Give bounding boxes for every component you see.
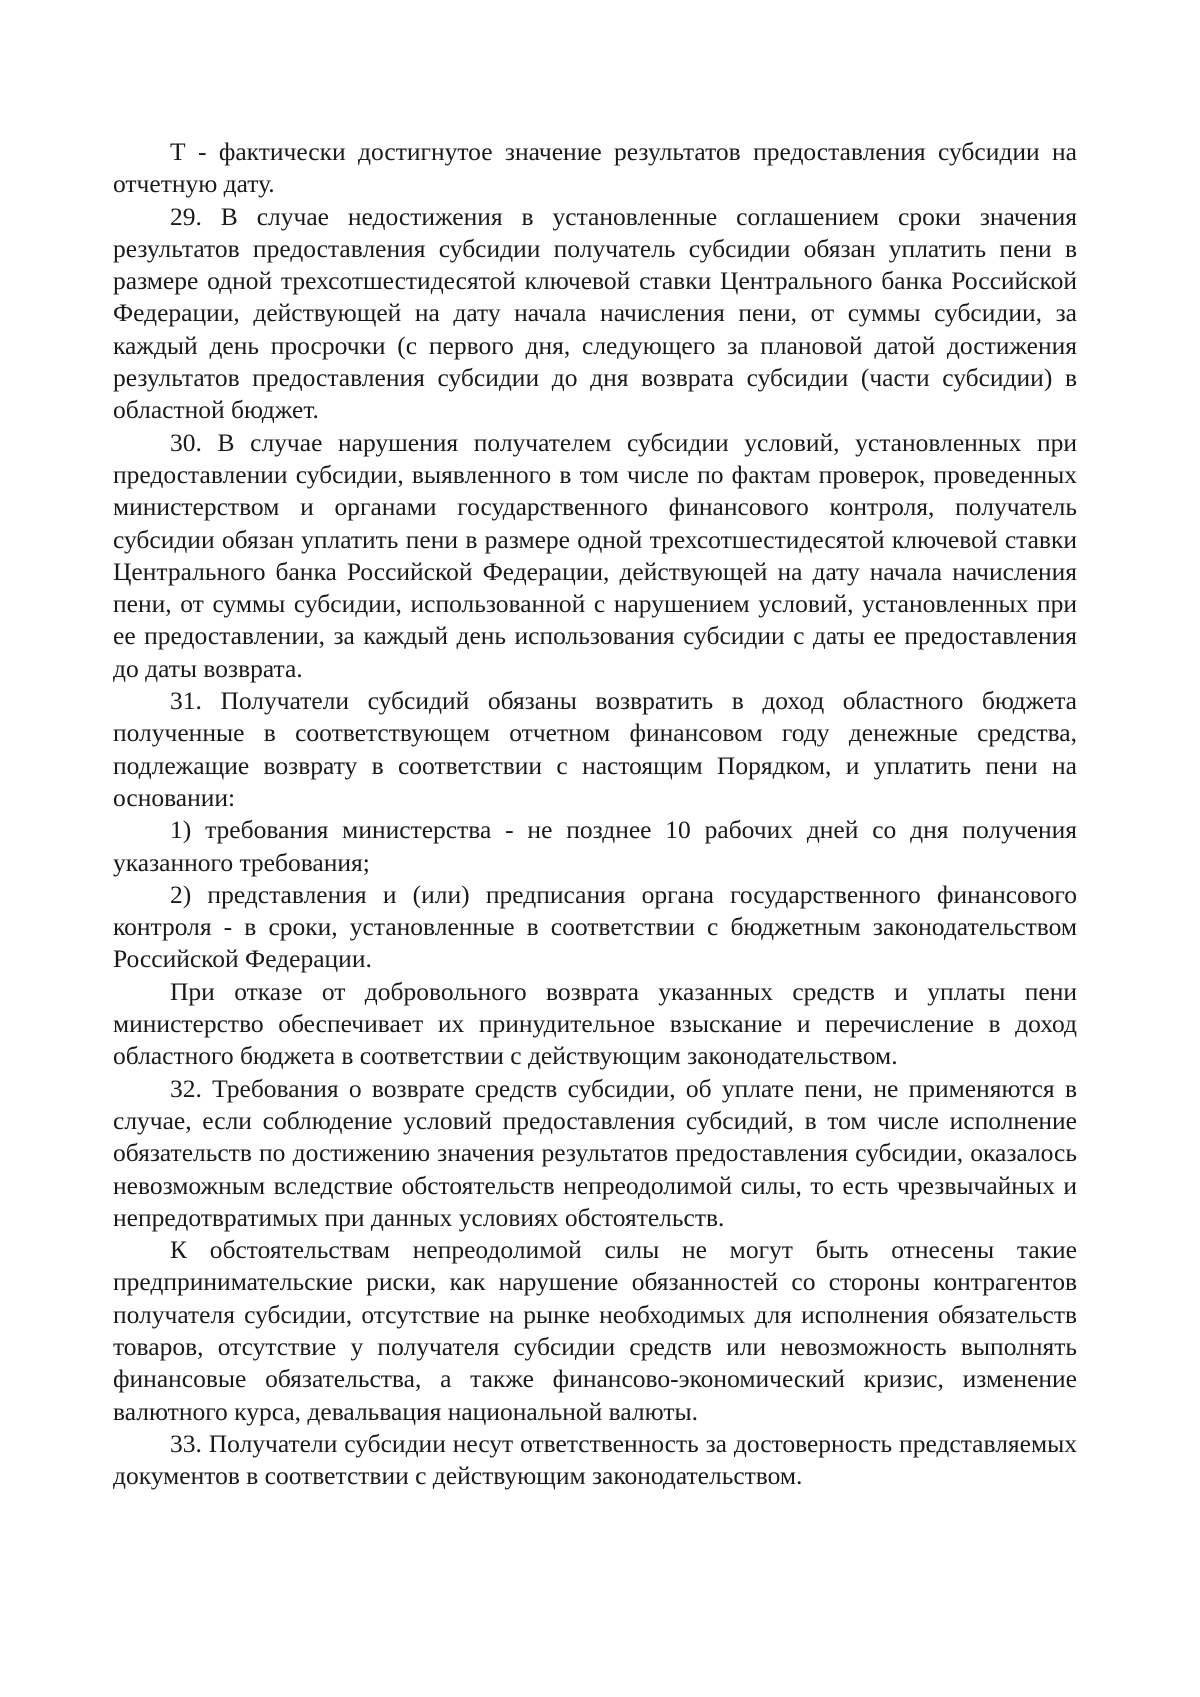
paragraph-30: 30. В случае нарушения получателем субсидии условий, установленных при предоставлении субсидии, выявленного в том числе по фактам проверок, проведенных министерством и органами государственного финансового контроля, получатель субсидии обязан уплатить пени в размере одной трехсотшестидесятой ключевой ставки Центрального банка Российской Федерации, действующей на дату начала начисления пени, от суммы субсидии, использованной с нарушением условий, установленных при ее предоставлении, за каждый день использования субсидии с даты ее предоставления до даты возврата.	[113, 427, 1077, 683]
paragraph-31-item-2: 2) представления и (или) предписания органа государственного финансового контроля - в сроки, установленные в соответствии с бюджетным законодательством Российской Федерации.	[113, 879, 1077, 974]
paragraph-32: 32. Требования о возврате средств субсидии, об уплате пени, не применяются в случае, если соблюдение условий предоставления субсидий, в том числе исполнение обязательств по достижению значения результатов предоставления субсидии, оказалось невозможным вследствие обстоятельств непреодолимой силы, то есть чрезвычайных и непредотвратимых при данных условиях обстоятельств.	[113, 1073, 1077, 1232]
paragraph-refusal: При отказе от добровольного возврата указанных средств и уплаты пени министерство обеспечивает их принудительное взыскание и перечисление в доход областного бюджета в соответствии с действующим законодательством.	[113, 976, 1077, 1071]
document-body	[113, 136, 1077, 1492]
paragraph-31: 31. Получатели субсидий обязаны возвратить в доход областного бюджета полученные в соответствующем отчетном финансовом году денежные средства, подлежащие возврату в соответствии с настоящим Порядком, и уплатить пени на основании:	[113, 686, 1077, 812]
paragraph-29: 29. В случае недостижения в установленные соглашением сроки значения результатов предоставления субсидии получатель субсидии обязан уплатить пени в размере одной трехсотшестидесятой ключевой ставки Центрального банка Российской Федерации, действующей на дату начала начисления пени, от суммы субсидии, за каждый день просрочки (с первого дня, следующего за плановой датой достижения результатов предоставления субсидии до дня возврата субсидии (части субсидии) в областной бюджет.	[113, 201, 1077, 425]
paragraph-33: 33. Получатели субсидии несут ответственность за достоверность представляемых документов в соответствии с действующим законодательством.	[113, 1428, 1077, 1491]
paragraph-force-majeure: К обстоятельствам непреодолимой силы не могут быть отнесены такие предпринимательские риски, как нарушение обязанностей со стороны контрагентов получателя субсидии, отсутствие на рынке необходимых для исполнения обязательств товаров, отсутствие у получателя субсидии средств или невозможность выполнять финансовые обязательства, а также финансово-экономический кризис, изменение валютного курса, девальвация национальной валюты.	[113, 1235, 1077, 1426]
paragraph-31-item-1: 1) требования министерства - не позднее 10 рабочих дней со дня получения указанного требования;	[113, 815, 1077, 877]
paragraph-t-definition: Т - фактически достигнутое значение результатов предоставления субсидии на отчетную дату.	[113, 137, 1077, 199]
